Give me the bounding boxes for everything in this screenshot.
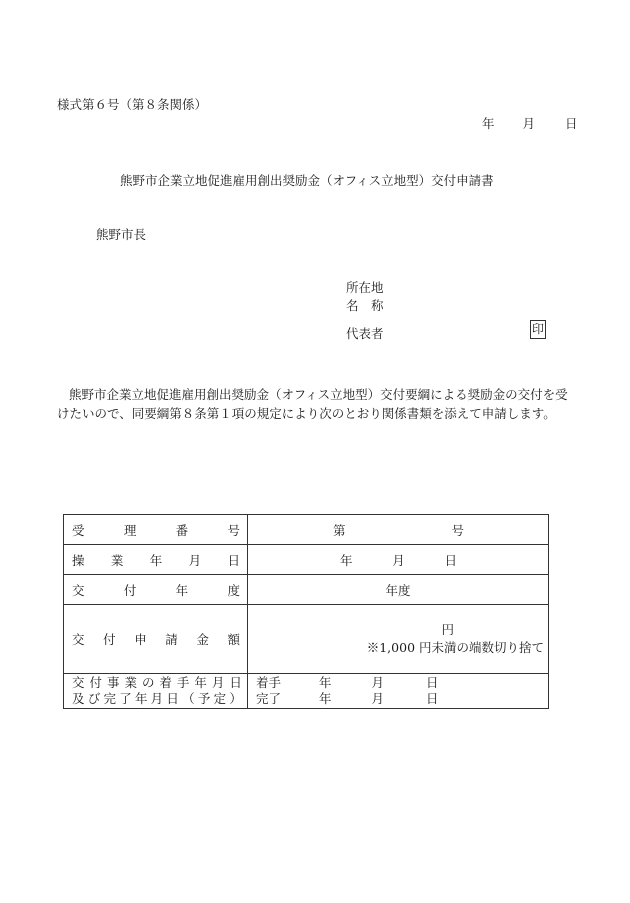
table-row-project-dates [64,674,549,709]
application-info-table [63,514,549,709]
date-line [482,114,578,132]
applicant-representative-label: 代表者 [346,326,384,341]
project-start-line: 着手 年 月 日 [256,675,439,690]
date-month: 月 [522,116,536,131]
grant-amount-value [248,605,549,674]
table-row-operation-date [64,545,549,575]
addressee: 熊野市長 [96,227,147,242]
seal-mark: 印 [530,320,546,339]
operation-date-value: 年 月 日 [248,545,549,575]
operation-date-label: 操 業 年 月 日 [64,545,248,575]
date-year: 年 [482,116,495,131]
project-dates-label-line2: 及 び 完 了 年 月 日 （ 予 定 ） [72,691,242,706]
grant-amount-note: ※1,000 円未満の端数切り捨て [366,640,544,655]
applicant-address-label: 所在地 [346,280,384,295]
grant-fiscal-year-value: 年度 [248,575,549,605]
grant-amount-label: 交 付 申 請 金 額 [64,605,248,674]
project-dates-label [64,674,248,709]
body-text: 熊野市企業立地促進雇用創出奨励金（オフィス立地型）交付要綱による奨励金の交付を受けたいので、同要綱第８条第１項の規定により次のとおり関係書類を添えて申請します。 [57,387,568,421]
table-row-grant-amount [64,605,549,674]
table-row-receipt-number [64,515,549,545]
grant-fiscal-year-label: 交 付 年 度 [64,575,248,605]
project-end-line: 完了 年 月 日 [256,691,439,706]
project-dates-label-line1: 交 付 事 業 の 着 手 年 月 日 [72,675,242,690]
date-day: 日 [565,116,578,131]
applicant-name-label: 名 称 [346,298,384,313]
document-title: 熊野市企業立地促進雇用創出奨励金（オフィス立地型）交付申請書 [120,173,494,188]
project-dates-value [248,674,549,709]
form-number: 様式第６号（第８条関係） [57,97,208,112]
grant-amount-unit: 円 [441,622,454,637]
receipt-number-label: 受 理 番 号 [64,515,248,545]
receipt-number-value: 第 号 [248,515,549,545]
table-row-grant-fiscal-year [64,575,549,605]
